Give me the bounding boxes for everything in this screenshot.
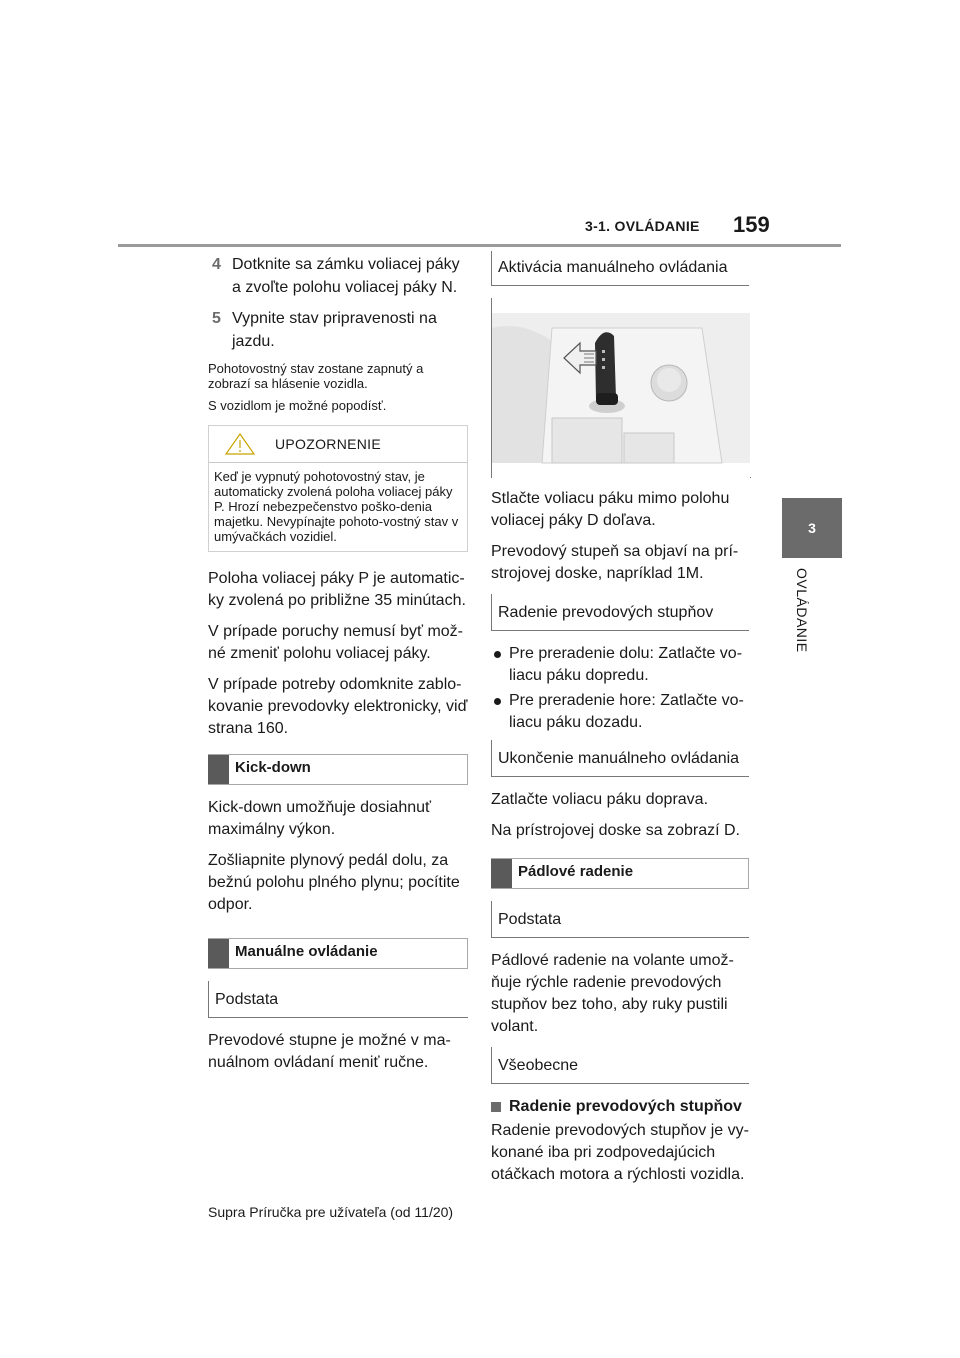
warning-text: Keď je vypnutý pohotovostný stav, je automaticky zvolená poloha voliacej páky P. Hrozí nebezpečenstvo poško-denia majetku. Nevypínajte pohoto-vostný stav v umývačkách vozidiel. [214,469,459,544]
bullet-icon [491,643,509,687]
note-move: S vozidlom je možné popodísť. [208,398,387,413]
warning-triangle-icon [225,433,255,455]
chapter-label: OVLÁDANIE [794,568,810,653]
paragraph: Prevodový stupeň sa objaví na prí-strojovej doske, napríklad 1M. [491,543,739,582]
square-bullet-icon [491,1102,501,1112]
chapter-tab: 3 [782,498,842,558]
warning-header [209,426,467,463]
gear-selector-illustration [491,298,751,478]
footer: Supra Príručka pre užívateľa (od 11/20) [208,1204,454,1220]
paragraph: Na prístrojovej doske sa zobrazí D. [491,822,740,839]
list-item: Pre preradenie hore: Zatlačte vo-liacu páku dozadu. [491,690,749,734]
paddle-subheading: Podstata [491,901,749,938]
paragraph: Stlačte voliacu páku mimo polohu voliacej páky D doľava. [491,490,730,529]
header-divider [118,244,841,247]
paragraph: V prípade potreby odomknite zablo-kovanie prevodovky elektronicky, viď strana 160. [208,676,468,737]
paragraph: Poloha voliacej páky P je automatic-ky zvolená po približne 35 minútach. [208,570,466,609]
paragraph: Prevodové stupne je možné v ma-nuálnom ovládaní meniť ručne. [208,1032,451,1071]
right-column [491,253,749,1195]
gear-lever-image [492,298,750,478]
kickdown-heading: Kick-down [208,754,468,785]
step-text: Dotknite sa zámku voliacej páky a zvoľte polohu voliacej páky N. [232,256,460,296]
activation-subheading: Aktivácia manuálneho ovládania [491,251,749,286]
warning-box [208,425,468,552]
warning-title: UPOZORNENIE [275,436,381,452]
manual-heading: Manuálne ovládanie [208,938,468,969]
step-number: 5 [212,310,221,327]
paragraph: Pádlové radenie na volante umož-ňuje rýchle radenie prevodových stupňov bez toho, aby ruky pustili volant. [491,952,734,1035]
step-number: 4 [212,256,221,273]
shifting-subheading: Radenie prevodových stupňov [491,594,749,631]
note-standby: Pohotovostný stav zostane zapnutý a zobrazí sa hlásenie vozidla. [208,361,424,391]
section-title: 3-1. OVLÁDANIE [585,218,700,234]
step-text: Vypnite stav pripravenosti na jazdu. [232,310,437,350]
bullet-icon [491,690,509,734]
left-column [208,253,468,1083]
paragraph: Zošliapnite plynový pedál dolu, za bežnú polohu plného plynu; pocítite odpor. [208,852,460,913]
paragraph: Kick-down umožňuje dosiahnuť maximálny výkon. [208,799,432,838]
gear-heading: Radenie prevodových stupňov [491,1096,749,1118]
paragraph: Radenie prevodových stupňov je vy-konané iba pri zodpovedajúcich otáčkach motora a rýchlosti vozidla. [491,1122,749,1183]
end-subheading: Ukončenie manuálneho ovládania [491,740,749,777]
manual-subheading: Podstata [208,981,468,1018]
paragraph: V prípade poruchy nemusí byť mož-né zmeniť polohu voliacej páky. [208,623,464,662]
paddle-heading: Pádlové radenie [491,858,749,889]
step-5 [208,307,468,353]
paragraph: Zatlačte voliacu páku doprava. [491,791,709,808]
page-number: 159 [733,212,770,237]
step-4 [208,253,468,299]
list-item: Pre preradenie dolu: Zatlačte vo-liacu páku dopredu. [491,643,749,687]
general-subheading: Všeobecne [491,1047,749,1084]
